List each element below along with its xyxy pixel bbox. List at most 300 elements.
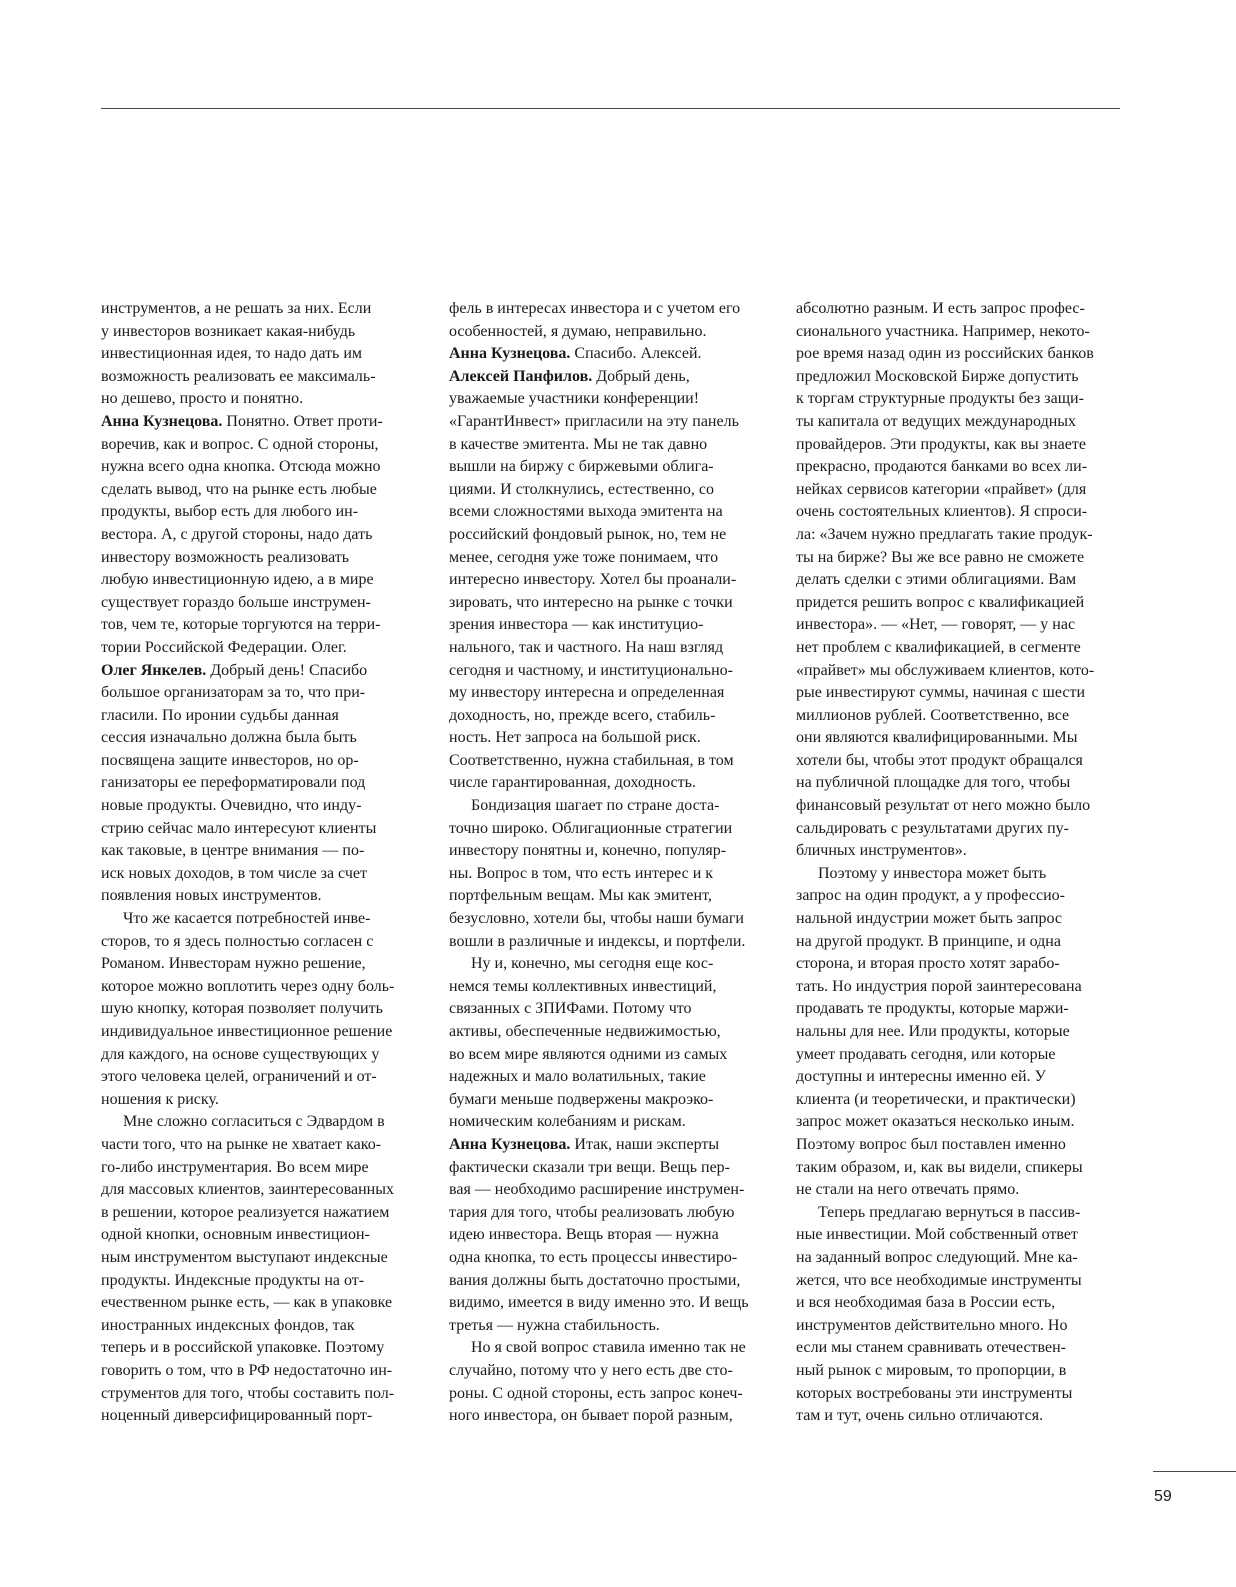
line-text: тария для того, чтобы реализовать любую [449,1203,735,1221]
line-text: Теперь предлагаю вернуться в пассив- [818,1203,1081,1221]
text-line [101,614,421,637]
line-text: Ну и, конечно, мы сегодня еще кос- [471,955,714,973]
text-line [101,1089,421,1112]
text-line [796,840,1126,863]
line-text: жется, что все необходимые инструменты [796,1271,1082,1289]
text-line [101,840,421,863]
line-text: случайно, потому что у него есть две сто- [449,1361,733,1379]
line-text: российский фондовый рынок, но, тем не [449,525,727,543]
line-text: продавать те продукты, которые маржи- [796,1000,1069,1018]
line-text: говорить о том, что в РФ недостаточно ин- [101,1361,393,1379]
text-line [101,1315,421,1338]
text-line [449,727,773,750]
text-line [101,660,421,683]
line-text: Мне сложно согласиться с Эдвардом в [123,1113,385,1131]
text-line [796,321,1126,344]
text-line [796,1066,1126,1089]
line-text: инвестиционная идея, то надо дать им [101,345,363,363]
line-text: во всем мире являются одними из самых [449,1045,728,1063]
text-line [101,456,421,479]
footer-divider [1153,1471,1236,1472]
line-text: в качестве эмитента. Мы не так давно [449,435,708,453]
line-text: теперь и в российской упаковке. Поэтому [101,1339,385,1357]
line-text: запрос на один продукт, а у профессио- [796,887,1065,905]
text-line [449,1383,773,1406]
line-text: Спасибо. Алексей. [570,345,702,363]
text-line [796,908,1126,931]
text-line [101,976,421,999]
line-text: менее, сегодня уже тоже понимаем, что [449,548,719,566]
line-text: на заданный вопрос следующий. Мне ка- [796,1248,1078,1266]
line-text: нейках сервисов категории «прайвет» (для [796,480,1087,498]
text-line [101,727,421,750]
line-text: Добрый день! Спасибо [206,661,368,679]
line-text: сальдировать с результатами других пу- [796,819,1069,837]
text-line [101,1066,421,1089]
line-text: струментов для того, чтобы составить пол- [101,1384,395,1402]
text-line [449,1224,773,1247]
line-text: нужна всего одна кнопка. Отсюда можно [101,458,381,476]
text-line [101,1247,421,1270]
line-text: шую кнопку, которая позволяет получить [101,1000,383,1018]
text-line [101,1202,421,1225]
text-line [796,976,1126,999]
text-line [796,953,1126,976]
line-text: Бондизация шагает по стране доста- [471,797,720,815]
text-line [796,569,1126,592]
line-text: бумаги меньше подвержены макроэко- [449,1090,714,1108]
line-text: вания должны быть достаточно простыми, [449,1271,741,1289]
text-line [449,660,773,683]
text-line [449,524,773,547]
text-line [101,343,421,366]
line-text: которое можно воплотить через одну боль- [101,977,395,995]
text-line [796,1157,1126,1180]
text-line [796,388,1126,411]
line-text: для каждого, на основе существующих у [101,1045,380,1063]
text-line [449,1179,773,1202]
line-text: тов, чем те, которые торгуются на терри- [101,616,381,634]
text-line [449,479,773,502]
text-line [449,298,773,321]
line-text: надежных и мало волатильных, такие [449,1068,706,1086]
line-text: появления новых инструментов. [101,887,322,905]
text-line [449,863,773,886]
line-text: точно широко. Облигационные стратегии [449,819,733,837]
text-line [101,1179,421,1202]
text-line [101,411,421,434]
text-line [796,660,1126,683]
line-text: большое организаторам за то, что при- [101,684,366,702]
text-line [796,818,1126,841]
line-text: как таковые, в центре внимания — по- [101,842,365,860]
line-text: ный рынок с мировым, то пропорции, в [796,1361,1067,1379]
line-text: у инвесторов возникает какая-нибудь [101,322,356,340]
text-line [449,569,773,592]
text-line [796,1179,1126,1202]
line-text: инструментов действительно много. Но [796,1316,1068,1334]
line-text: Поэтому у инвестора может быть [818,864,1047,882]
line-text: финансовый результат от него можно было [796,797,1091,815]
line-text: предложил Московской Бирже допустить [796,367,1079,385]
line-text: хотели бы, чтобы этот продукт обращался [796,751,1083,769]
line-text: придется решить вопрос с квалификацией [796,593,1085,611]
line-text: нального, так и частного. На наш взгляд [449,638,724,656]
text-line [449,1292,773,1315]
line-text: но дешево, просто и понятно. [101,390,304,408]
text-line [101,908,421,931]
line-text: немся темы коллективных инвестиций, [449,977,717,995]
line-text: сионального участника. Например, некото- [796,322,1090,340]
text-line [449,998,773,1021]
line-text: одна кнопка, то есть процессы инвестиро- [449,1248,738,1266]
text-column-2 [449,298,773,1428]
text-line [796,795,1126,818]
line-text: роны. С одной стороны, есть запрос конеч- [449,1384,743,1402]
text-line [449,953,773,976]
line-text: ты капитала от ведущих международных [796,412,1077,430]
line-text: ты на бирже? Вы же все равно не сможете [796,548,1085,566]
text-line [101,434,421,457]
line-text: сделать вывод, что на рынке есть любые [101,480,377,498]
text-line [101,366,421,389]
text-line [796,750,1126,773]
line-text: делать сделки с этими облигациями. Вам [796,571,1077,589]
text-line [796,863,1126,886]
line-text: «ГарантИнвест» пригласили на эту панель [449,412,739,430]
line-text: третья — нужна стабильность. [449,1316,660,1334]
text-line [449,750,773,773]
line-text: интересно инвестору. Хотел бы проанали- [449,571,737,589]
text-line [796,547,1126,570]
text-line [796,885,1126,908]
line-text: доступны и интересны именно ей. У [796,1068,1046,1086]
text-line [449,818,773,841]
text-line [449,343,773,366]
text-line [449,592,773,615]
text-line [101,547,421,570]
text-line [796,1044,1126,1067]
text-line [796,1111,1126,1134]
line-text: всеми сложностями выхода эмитента на [449,503,723,521]
line-text: инвестора». — «Нет, — говорят, — у нас [796,616,1076,634]
line-text: циями. И столкнулись, естественно, со [449,480,714,498]
line-text: безусловно, хотели бы, чтобы наши бумаги [449,910,744,928]
text-line [449,321,773,344]
text-line [796,592,1126,615]
line-text: идею инвестора. Вещь вторая — нужна [449,1226,719,1244]
line-text: го-либо инструментария. Во всем мире [101,1158,369,1176]
text-line [101,1044,421,1067]
text-line [101,795,421,818]
text-line [449,411,773,434]
line-text: воречив, как и вопрос. С одной стороны, [101,435,379,453]
line-text: рые инвестируют суммы, начиная с шести [796,684,1086,702]
text-line [449,772,773,795]
line-text: номическим колебаниям и рискам. [449,1113,686,1131]
text-line [796,772,1126,795]
text-line [101,750,421,773]
line-text: возможность реализовать ее максималь- [101,367,376,385]
line-text: умеет продавать сегодня, или которые [796,1045,1056,1063]
text-line [449,614,773,637]
text-line [101,298,421,321]
line-text: для массовых клиентов, заинтересованных [101,1181,394,1199]
line-text: запрос может оказаться несколько иным. [796,1113,1075,1131]
line-text: особенностей, я думаю, неправильно. [449,322,707,340]
line-text: не стали на него отвечать прямо. [796,1181,1020,1199]
text-line [101,637,421,660]
line-text: ного инвестора, он бывает порой разным, [449,1407,733,1425]
line-text: инвестору возможность реализовать [101,548,350,566]
line-text: инвестору понятны и, конечно, популяр- [449,842,727,860]
text-line [796,434,1126,457]
text-line [449,1360,773,1383]
text-line [796,366,1126,389]
text-line [101,705,421,728]
line-text: Добрый день, [592,367,690,385]
line-text: зировать, что интересно на рынке с точки [449,593,733,611]
line-text: ность. Нет запроса на большой риск. [449,729,701,747]
line-text: «прайвет» мы обслуживаем клиентов, кото- [796,661,1095,679]
line-text: новые продукты. Очевидно, что инду- [101,797,362,815]
line-text: тории Российской Федерации. Олег. [101,638,347,656]
text-line [101,1021,421,1044]
text-line [101,931,421,954]
text-line [796,614,1126,637]
text-line [449,1315,773,1338]
line-text: ношения к риску. [101,1090,219,1108]
text-line [101,1405,421,1428]
text-line [449,682,773,705]
line-text: инструментов, а не решать за них. Если [101,300,372,317]
text-line [796,1021,1126,1044]
line-text: вышли на биржу с биржевыми облига- [449,458,714,476]
text-line [101,682,421,705]
line-text: в решении, которое реализуется нажатием [101,1203,390,1221]
line-text: Итак, наши эксперты [570,1135,720,1153]
text-line [449,1089,773,1112]
line-text: нальной индустрии может быть запрос [796,910,1063,928]
line-text: Романом. Инвесторам нужно решение, [101,955,366,973]
text-column-1 [101,298,421,1428]
line-text: миллионов рублей. Соответственно, все [796,706,1070,724]
text-line [101,1224,421,1247]
text-line [796,1315,1126,1338]
speaker-name: Олег Янкелев. [101,661,207,679]
line-text: бличных инструментов». [796,842,967,860]
text-line [449,1202,773,1225]
line-text: числе гарантированная, доходность. [449,774,696,792]
line-text: продукты. Индексные продукты на от- [101,1271,365,1289]
line-text: ла: «Зачем нужно предлагать такие продук- [796,525,1093,543]
text-line [796,1247,1126,1270]
line-text: ным инструментом выступают индексные [101,1248,388,1266]
line-text: ные инвестиции. Мой собственный ответ [796,1226,1078,1244]
text-line [449,705,773,728]
line-text: видимо, имеется в виду именно это. И вещь [449,1294,749,1312]
text-line [449,501,773,524]
text-line [449,366,773,389]
line-text: ноценный диверсифицированный порт- [101,1407,373,1425]
line-text: ечественном рынке есть, — как в упаковке [101,1294,393,1312]
text-line [449,1066,773,1089]
line-text: индивидуальное инвестиционное решение [101,1023,393,1040]
line-text: если мы станем сравнивать отечествен- [796,1339,1066,1357]
line-text: портфельным вещам. Мы как эмитент, [449,887,712,905]
line-text: прекрасно, продаются банками во всех ли- [796,458,1088,476]
text-line [101,1383,421,1406]
line-text: фактически сказали три вещи. Вещь пер- [449,1158,730,1176]
line-text: рое время назад один из российских банков [796,345,1094,363]
text-line [101,1111,421,1134]
line-text: продукты, выбор есть для любого ин- [101,503,359,521]
text-line [449,434,773,457]
text-line [449,1270,773,1293]
line-text: таким образом, и, как вы видели, спикеры [796,1158,1083,1176]
speaker-name: Анна Кузнецова. [449,1135,571,1153]
text-line [101,998,421,1021]
line-text: уважаемые участники конференции! [449,390,700,408]
text-line [101,1134,421,1157]
line-text: нальны для нее. Или продукты, которые [796,1023,1070,1040]
text-line [796,343,1126,366]
text-line [101,569,421,592]
line-text: сессия изначально должна была быть [101,729,357,747]
text-line [796,1202,1126,1225]
text-line [796,479,1126,502]
text-line [449,976,773,999]
text-line [796,1383,1126,1406]
line-text: активы, обеспеченные недвижимостью, [449,1023,721,1040]
line-text: вошли в различные и индексы, и портфели. [449,932,746,950]
line-text: они являются квалифицированными. Мы [796,729,1078,747]
text-line [449,1111,773,1134]
text-line [796,1134,1126,1157]
speaker-name: Анна Кузнецова. [449,345,571,363]
line-text: му инвестору интересна и определенная [449,684,725,702]
text-line [101,1360,421,1383]
text-line [449,1337,773,1360]
line-text: одной кнопки, основным инвестицион- [101,1226,370,1244]
line-text: клиента (и теоретически, и практически) [796,1090,1076,1108]
line-text: и вся необходимая база в России есть, [796,1294,1056,1312]
text-line [101,818,421,841]
text-line [449,885,773,908]
line-text: сторов, то я здесь полностью согласен с [101,932,374,950]
text-line [101,1337,421,1360]
text-line [101,1270,421,1293]
line-text: существует гораздо больше инструмен- [101,593,371,611]
line-text: части того, что на рынке не хватает како- [101,1135,382,1153]
line-text: там и тут, очень сильно отличаются. [796,1407,1044,1425]
text-line [101,388,421,411]
text-line [101,885,421,908]
line-text: нет проблем с квалификацией, в сегменте [796,638,1081,656]
line-text: которых востребованы эти инструменты [796,1384,1073,1402]
text-line [796,411,1126,434]
text-line [449,1247,773,1270]
text-line [101,321,421,344]
text-line [796,1405,1126,1428]
line-text: доходность, но, прежде всего, стабиль- [449,706,716,724]
line-text: иностранных индексных фондов, так [101,1316,355,1334]
line-text: тать. Но индустрия порой заинтересована [796,977,1082,995]
line-text: иск новых доходов, в том числе за счет [101,864,367,882]
speaker-name: Алексей Панфилов. [449,367,593,385]
line-text: стрию сейчас мало интересуют клиенты [101,819,377,837]
text-column-3 [796,298,1126,1428]
text-line [101,479,421,502]
text-line [796,682,1126,705]
text-line [796,931,1126,954]
line-text: фель в интересах инвестора и с учетом его [449,300,741,317]
text-line [449,795,773,818]
text-line [101,772,421,795]
text-line [449,456,773,479]
line-text: Но я свой вопрос ставила именно так не [471,1339,746,1357]
text-line [796,501,1126,524]
line-text: связанных с ЗПИФами. Потому что [449,1000,692,1018]
line-text: этого человека целей, ограничений и от- [101,1068,377,1086]
text-line [796,1224,1126,1247]
line-text: к торгам структурные продукты без защи- [796,390,1084,408]
text-line [449,547,773,570]
text-line [796,1292,1126,1315]
text-line [796,1360,1126,1383]
text-line [101,953,421,976]
line-text: гласили. По иронии судьбы данная [101,706,339,724]
text-line [796,524,1126,547]
line-text: ганизаторы ее переформатировали под [101,774,366,792]
text-line [449,1021,773,1044]
line-text: вая — необходимо расширение инструмен- [449,1181,745,1199]
text-line [796,727,1126,750]
line-text: Понятно. Ответ проти- [222,412,383,430]
text-line [449,1134,773,1157]
line-text: Поэтому вопрос был поставлен именно [796,1135,1066,1153]
text-line [796,298,1126,321]
line-text: посвящена защите инвесторов, но ор- [101,751,359,769]
line-text: зрения инвестора — как институцио- [449,616,704,634]
line-text: сегодня и частному, и институционально- [449,661,733,679]
text-line [449,931,773,954]
text-line [796,998,1126,1021]
top-divider [101,108,1120,109]
page-number: 59 [1154,1488,1172,1505]
text-line [101,501,421,524]
text-line [796,637,1126,660]
text-line [796,456,1126,479]
line-text: вестора. А, с другой стороны, надо дать [101,525,373,543]
line-text: Соответственно, нужна стабильная, в том [449,751,734,769]
line-text: на публичной площадке для того, чтобы [796,774,1071,792]
text-line [101,1157,421,1180]
text-line [101,524,421,547]
text-line [796,1089,1126,1112]
text-line [449,908,773,931]
line-text: любую инвестиционную идею, а в мире [101,571,374,589]
text-line [449,1405,773,1428]
text-line [449,1157,773,1180]
line-text: Что же касается потребностей инве- [123,910,371,928]
text-line [449,388,773,411]
line-text: абсолютно разным. И есть запрос профес- [796,300,1085,317]
text-line [449,637,773,660]
text-line [101,592,421,615]
text-line [796,1270,1126,1293]
text-line [449,1044,773,1067]
